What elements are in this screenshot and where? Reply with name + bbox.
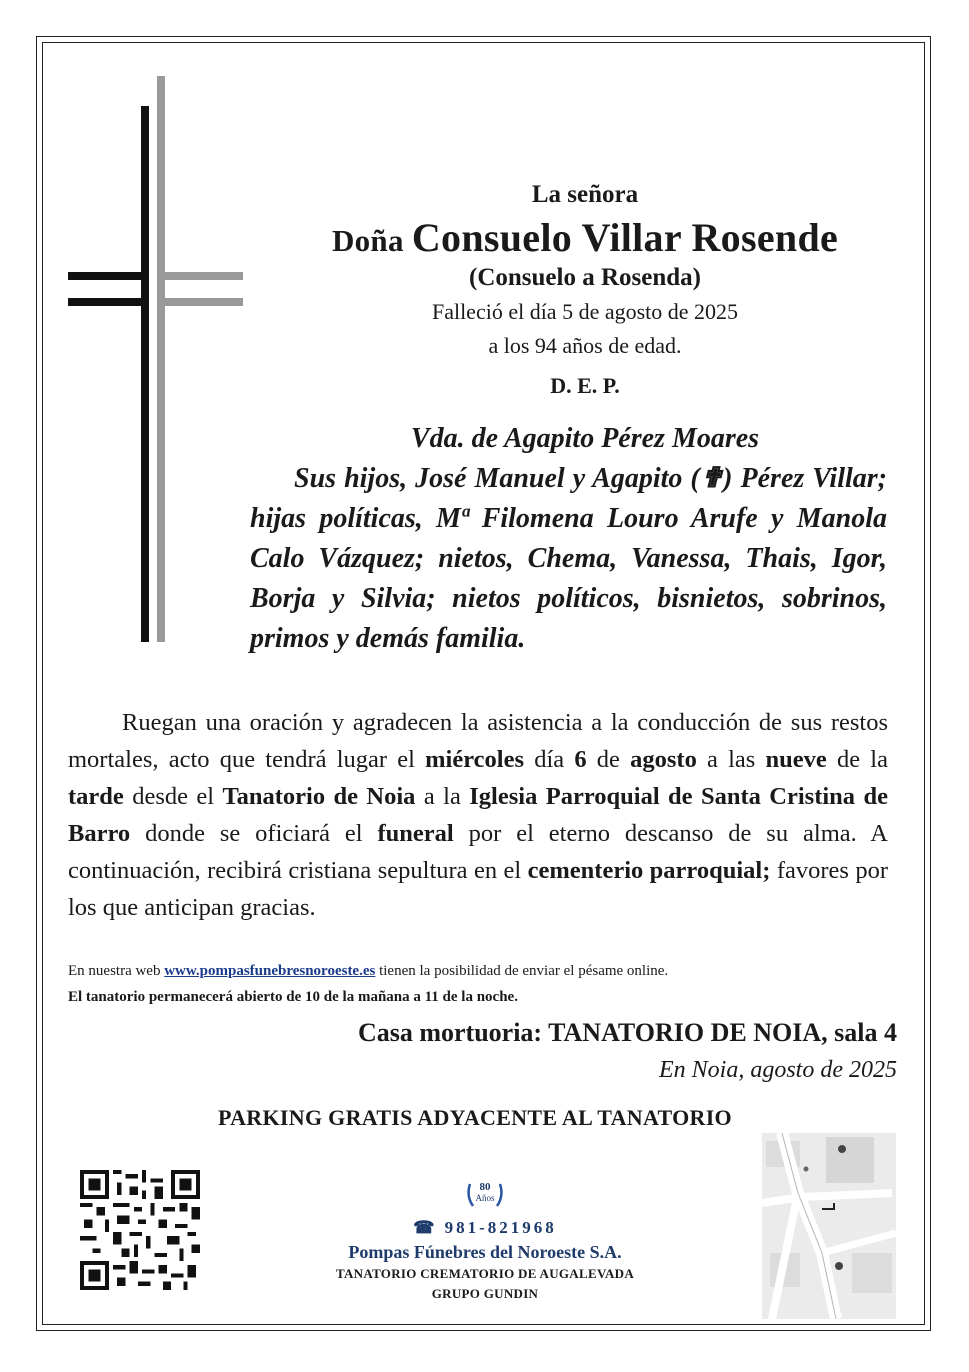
death-date: Falleció el día 5 de agosto de 2025 bbox=[431, 299, 739, 324]
name-full: Consuelo Villar Rosende bbox=[411, 215, 839, 260]
badge-word: Años bbox=[475, 1193, 495, 1203]
place-date: En Noia, agosto de 2025 bbox=[659, 1057, 897, 1083]
deceased-header bbox=[250, 178, 920, 403]
group-name: GRUPO GUNDIN bbox=[431, 1286, 539, 1301]
anniversary-badge-icon bbox=[463, 1170, 507, 1214]
widow-line: Vda. de Agapito Pérez Moares bbox=[410, 423, 760, 454]
qr-code-icon[interactable] bbox=[80, 1168, 200, 1292]
web-note: En nuestra web www.pompasfunebresnoroeste.es tienen la posibilidad de enviar el pésame online. bbox=[68, 963, 669, 979]
age-line: a los 94 años de edad. bbox=[488, 333, 682, 358]
funeral-home-footer bbox=[300, 1170, 670, 1304]
nickname: (Consuelo a Rosenda) bbox=[469, 264, 701, 291]
hours-note: El tanatorio permanecerá abierto de 10 de la mañana a 11 de la noche. bbox=[68, 989, 518, 1005]
name-prefix: Doña bbox=[331, 223, 404, 258]
website-link[interactable]: www.pompasfunebresnoroeste.es bbox=[164, 963, 376, 979]
deceased-name bbox=[250, 215, 920, 261]
casa-mortuoria: Casa mortuoria: TANATORIO DE NOIA, sala 4 bbox=[357, 1018, 897, 1047]
family-text: Sus hijos, José Manuel y Agapito (✟) Pérez Villar; hijas políticas, Mª Filomena Louro Arufe y Manola Calo Vázquez; nietos, Chema, Vanessa, Thais, Igor, Borja y Silvia; nietos políticos, bisnietos, sobrinos, primos y demás familia. bbox=[250, 463, 887, 654]
badge-number: 80 bbox=[479, 1181, 491, 1193]
map-icon[interactable] bbox=[762, 1133, 896, 1319]
dep-line: D. E. P. bbox=[550, 373, 620, 398]
crematorio-name: TANATORIO CREMATORIO DE AUGALEVADA bbox=[335, 1266, 635, 1281]
cross-icon bbox=[68, 76, 243, 642]
company-name: Pompas Fúnebres del Noroeste S.A. bbox=[348, 1242, 622, 1262]
intro-line: La señora bbox=[531, 181, 639, 208]
phone-icon: ☎ bbox=[413, 1218, 438, 1237]
phone-number[interactable]: ☎ 981-821968 bbox=[413, 1218, 557, 1237]
parking-note: PARKING GRATIS ADYACENTE AL TANATORIO bbox=[218, 1105, 732, 1130]
ceremony-text: Ruegan una oración y agradecen la asistencia a la conducción de sus restos mortales, acto que tendrá lugar el miércoles día 6 de agosto a las nueve de la tarde desde el Tanatorio de Noia a la Iglesia Parroquial de Santa Cristina de Barro donde se oficiará el funeral por el eterno descanso de su alma. A continuación, recibirá cristiana sepultura en el cementerio parroquial; favores por los que anticipan gracias. bbox=[68, 709, 889, 921]
